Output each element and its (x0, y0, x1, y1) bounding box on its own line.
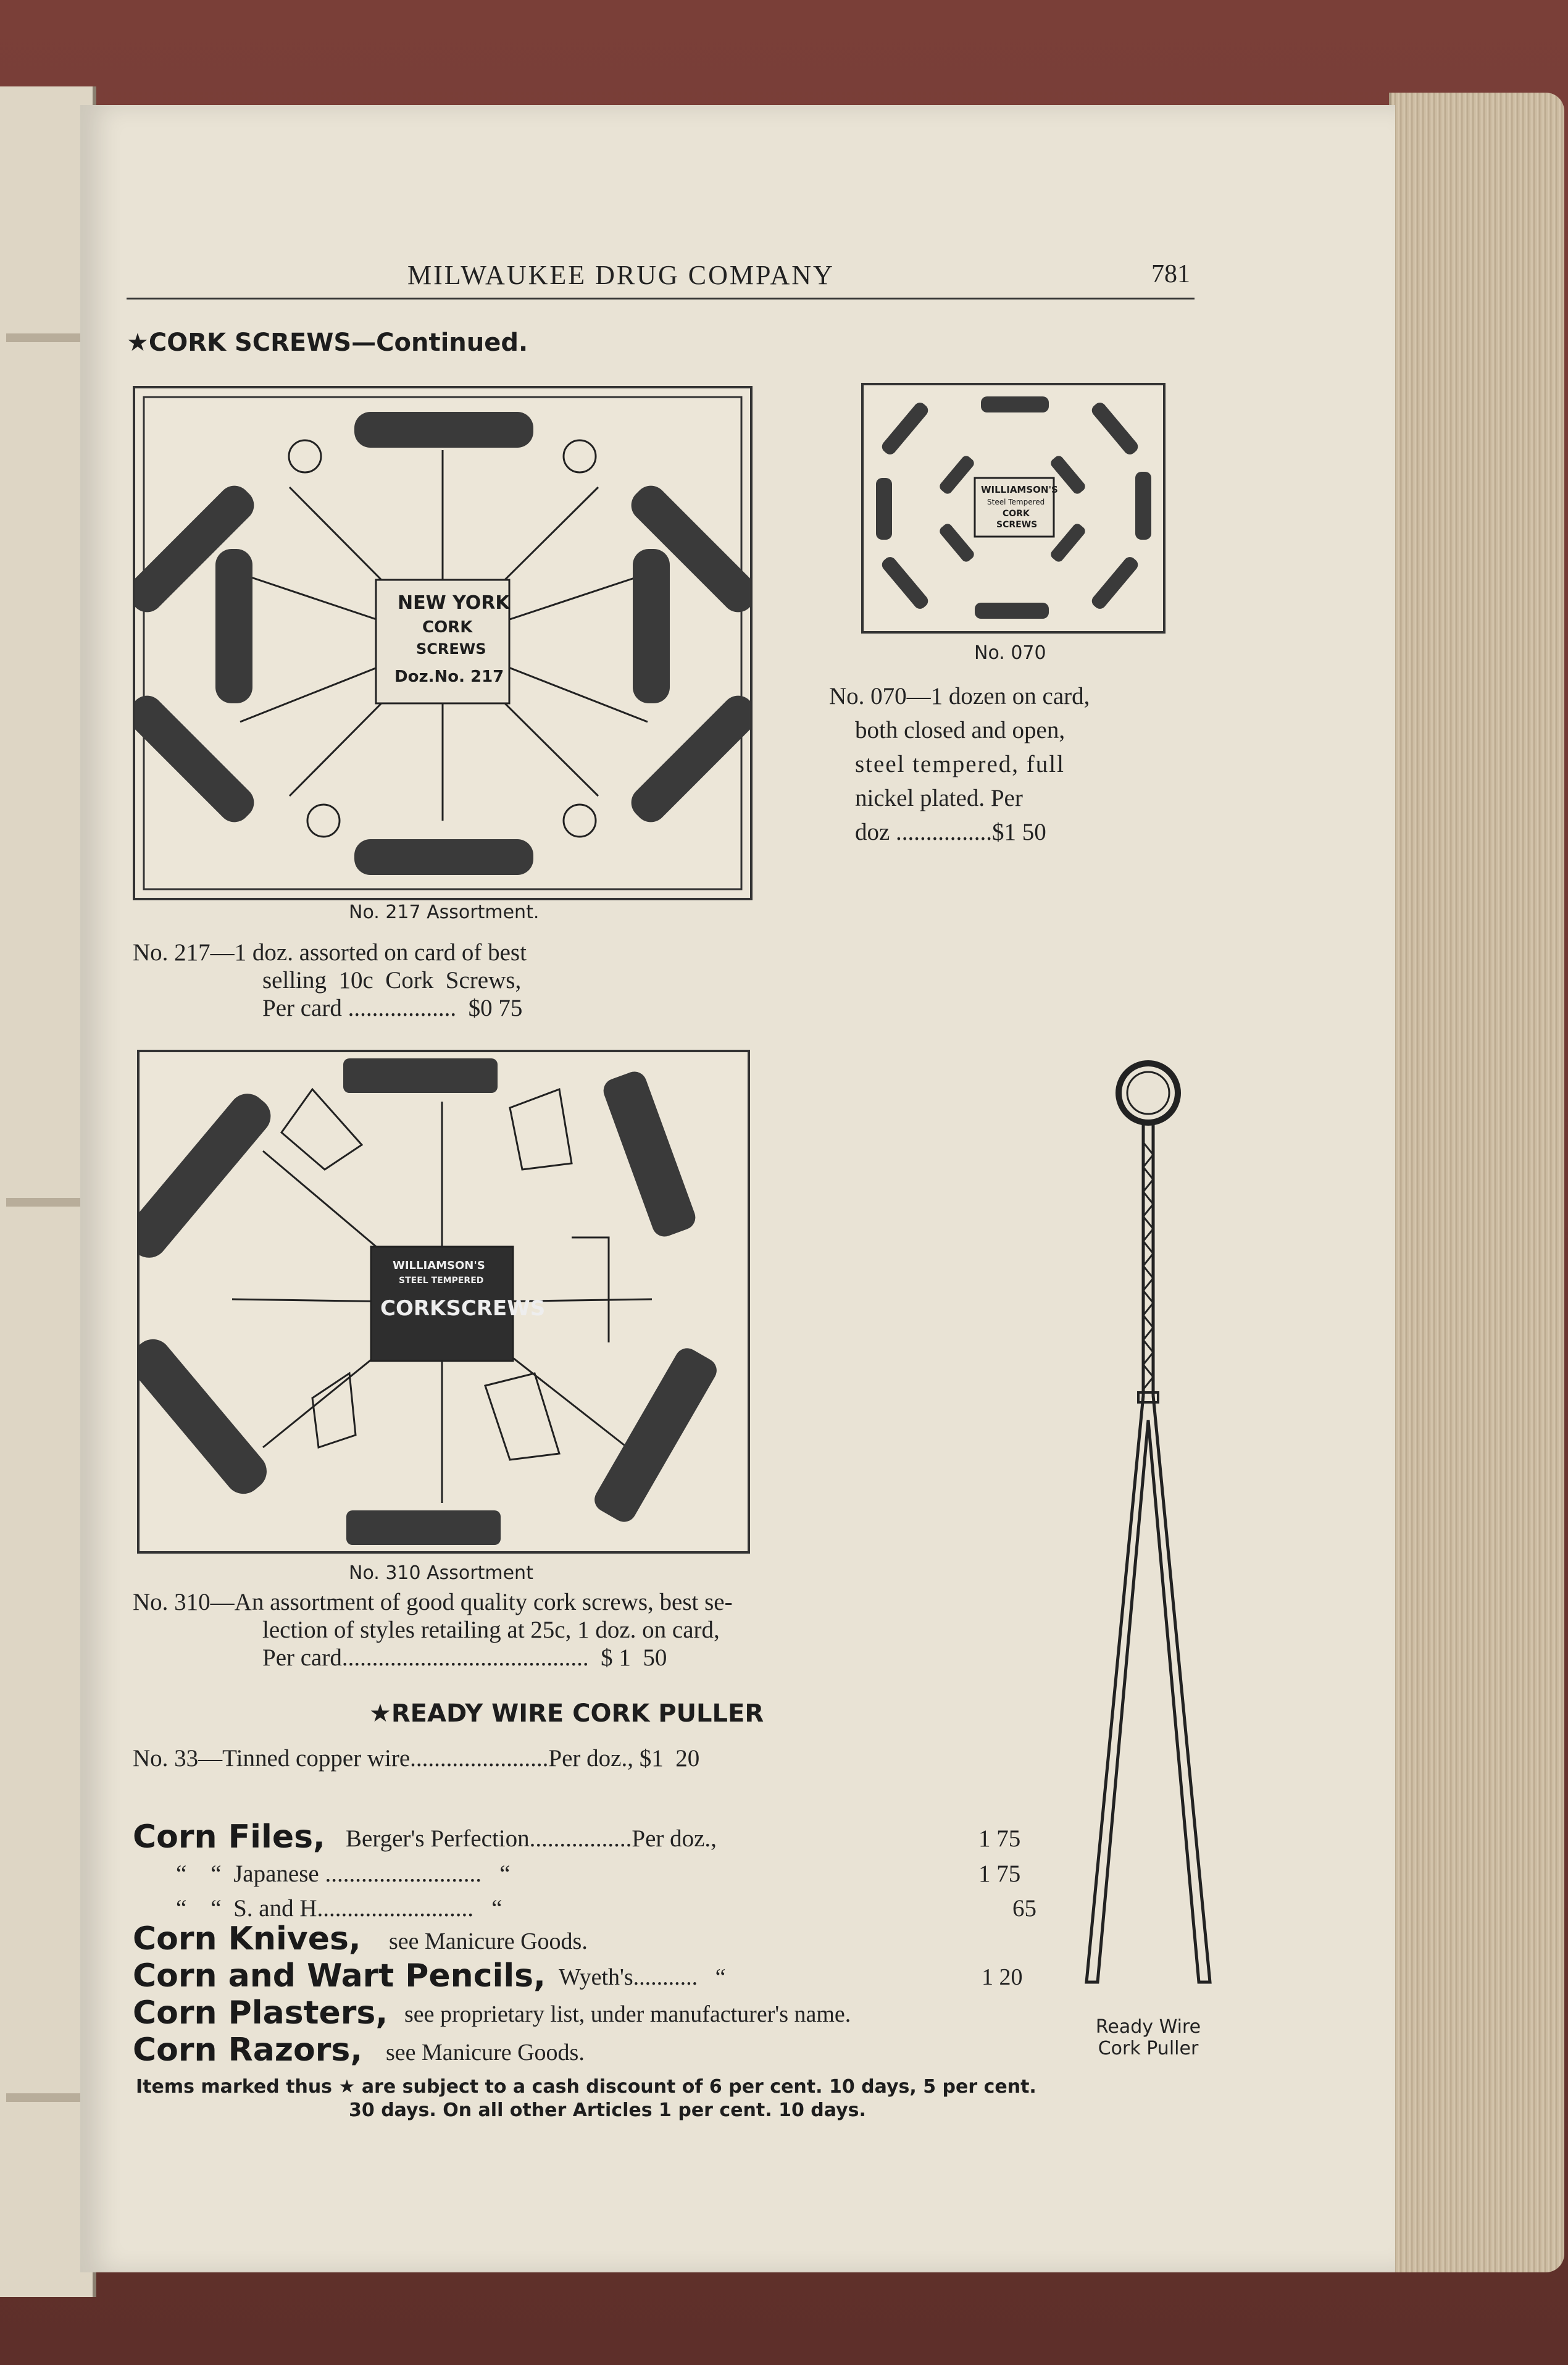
item-070-line-4: nickel plated. Per (855, 785, 1023, 811)
corn-knives-text: see Manicure Goods. (389, 1928, 588, 1954)
left-page-text-ghost (6, 1198, 80, 1207)
ready-wire-heading: ★READY WIRE CORK PULLER (369, 1699, 764, 1728)
card-label-cork: CORK (1003, 509, 1030, 519)
corn-files-row-1-price: 1 75 (978, 1825, 1021, 1852)
corn-knives-heading: Corn Knives, (133, 1920, 361, 1957)
corn-files-row-2-price: 1 75 (978, 1861, 1021, 1887)
item-310-line-3: Per card......................................... $ 1 50 (262, 1644, 667, 1671)
page-number: 781 (1151, 260, 1190, 288)
card-label-doz-no: Doz.No. 217 (394, 668, 504, 686)
card-label-steel-tempered: STEEL TEMPERED (399, 1276, 484, 1286)
card-label-screws: SCREWS (416, 640, 486, 658)
item-070-line-2: both closed and open, (855, 717, 1065, 743)
left-page-text-ghost (6, 2093, 80, 2102)
section-heading: ★CORK SCREWS—Continued. (127, 329, 528, 357)
corkscrew-card-070-illustration (864, 385, 1163, 631)
corn-plasters-heading: Corn Plasters, (133, 1995, 388, 2032)
card-label-steel-tempered: Steel Tempered (987, 498, 1045, 506)
item-070-line-1: No. 070—1 dozen on card, (829, 683, 1090, 710)
corn-files-row-3-desc: “ “ S. and H.......................... “ (176, 1895, 503, 1922)
item-070-line-3: steel tempered, full (855, 751, 1065, 777)
card-label-screws: SCREWS (996, 520, 1038, 530)
card-label-new-york: NEW YORK (398, 592, 510, 614)
card-label-williamsons: WILLIAMSON'S (393, 1259, 485, 1272)
running-head: MILWAUKEE DRUG COMPANY (407, 260, 835, 290)
figure-310-caption: No. 310 Assortment (349, 1562, 533, 1584)
figure-070-caption: No. 070 (974, 642, 1046, 664)
cork-puller-caption-line-1: Ready Wire (1095, 2016, 1201, 2038)
figure-310-assortment (137, 1050, 750, 1554)
corn-wart-pencils-text: Wyeth's........... “ (559, 1964, 726, 1990)
item-217-line-2: selling 10c Cork Screws, (262, 967, 522, 994)
corn-files-row-1-desc: Berger's Perfection.................Per doz., (346, 1825, 717, 1852)
ready-wire-no-33: No. 33—Tinned copper wire.......................Per doz., $1 20 (133, 1745, 700, 1772)
corn-wart-pencils-heading: Corn and Wart Pencils, (133, 1957, 546, 1995)
item-217-line-1: No. 217—1 doz. assorted on card of best (133, 939, 527, 966)
figure-217-assortment (133, 386, 753, 900)
card-label-corkscrews: CORKSCREWS (380, 1296, 546, 1321)
item-310-line-1: No. 310—An assortment of good quality cork screws, best se- (133, 1589, 733, 1615)
card-label-cork: CORK (422, 618, 473, 637)
footer-discount-line-2: 30 days. On all other Articles 1 per cent. 10 days. (349, 2099, 866, 2121)
corn-razors-heading: Corn Razors, (133, 2032, 363, 2069)
corn-wart-pencils-price: 1 20 (982, 1964, 1023, 1990)
card-label-williamsons: WILLIAMSON'S (981, 484, 1058, 495)
figure-217-caption: No. 217 Assortment. (349, 902, 540, 923)
footer-discount-line-1: Items marked thus ★ are subject to a cash discount of 6 per cent. 10 days, 5 per cent. (136, 2076, 1036, 2098)
cork-puller-illustration (1074, 1050, 1222, 2038)
figure-ready-wire-cork-puller (1074, 1050, 1222, 2038)
corn-files-row-3-price: 65 (1012, 1895, 1036, 1922)
corn-razors-text: see Manicure Goods. (386, 2040, 585, 2066)
corn-files-row-2-desc: “ “ Japanese .......................... “ (176, 1861, 511, 1887)
cork-puller-caption-line-2: Cork Puller (1098, 2038, 1199, 2059)
figure-070 (861, 383, 1166, 634)
page-stack-edges (1389, 93, 1564, 2272)
left-page-text-ghost (6, 333, 80, 342)
corn-plasters-text: see proprietary list, under manufacturer's name. (404, 2001, 851, 2027)
header-rule (127, 298, 1195, 299)
item-217-line-3: Per card .................. $0 75 (262, 995, 523, 1021)
item-310-line-2: lection of styles retailing at 25c, 1 doz. on card, (262, 1617, 720, 1643)
item-070-line-5: doz ................$1 50 (855, 819, 1046, 845)
corn-files-heading: Corn Files, (133, 1819, 325, 1856)
